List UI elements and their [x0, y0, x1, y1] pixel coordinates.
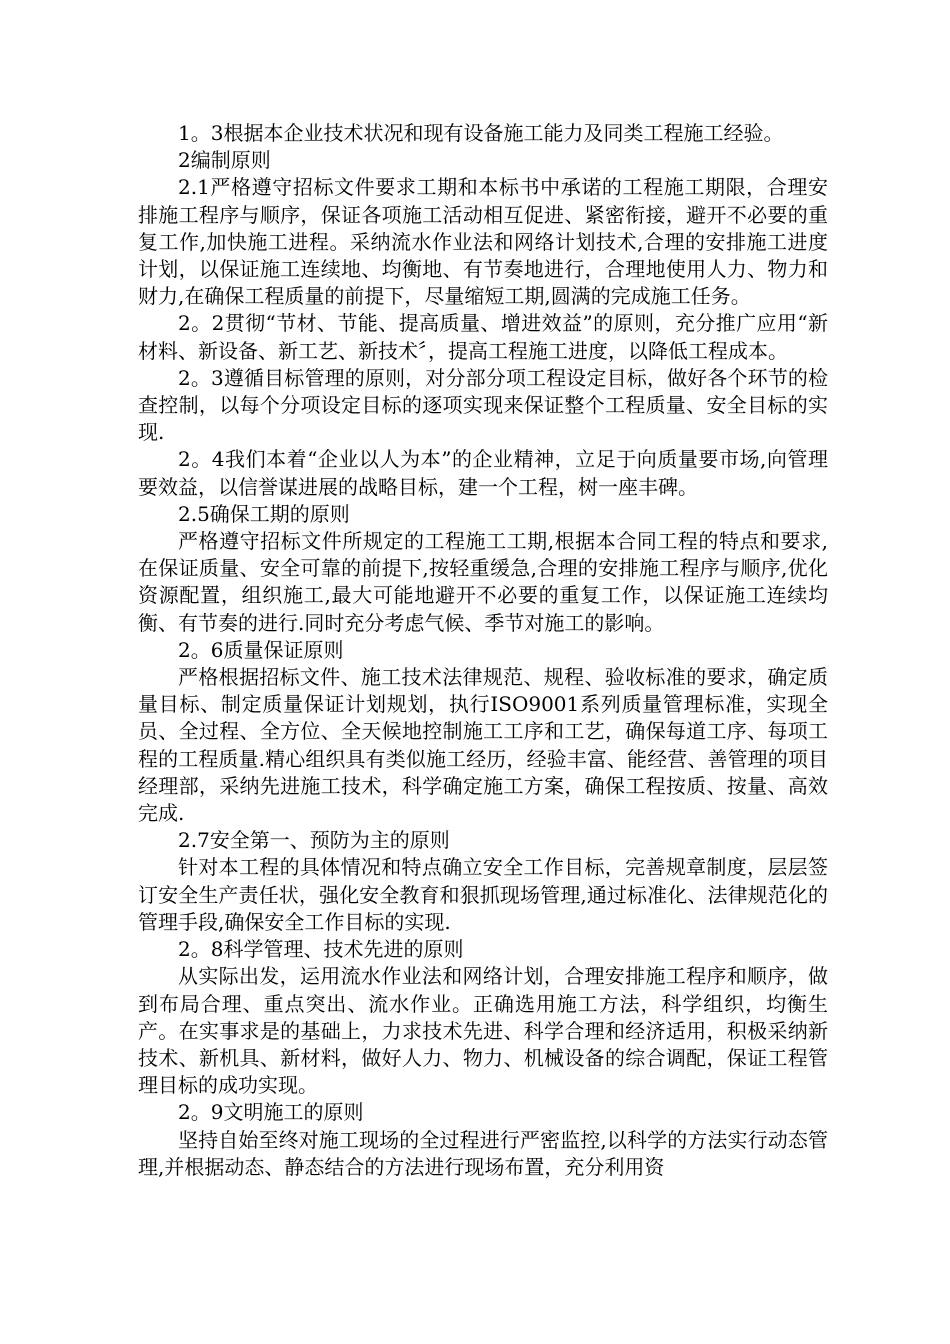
section-heading: 2。8科学管理、技术先进的原则	[178, 937, 464, 962]
paragraph: 严格遵守招标文件所规定的工程施工工期,根据本合同工程的特点和要求,在保证质量、安全可靠的前提下,按轻重缓急,合理的安排施工程序与顺序,优化资源配置，组织施工,最大可能地避开不必要的重复工作，以保证施工连续均衡、有节奏的进行.同时充分考虑气候、季节对施工的影响。	[138, 529, 828, 635]
section-heading: 2.5确保工期的原则	[178, 501, 350, 526]
paragraph: 2。2贯彻“节材、节能、提高质量、增进效益”的原则，充分推广应用“新材料、新设备、新工艺、新技术〞，提高工程施工进度，以降低工程成本。	[138, 311, 828, 363]
section-heading: 2.7安全第一、预防为主的原则	[178, 828, 450, 853]
paragraph: 1。3根据本企业技术状况和现有设备施工能力及同类工程施工经验。	[178, 121, 784, 145]
document-page	[138, 120, 828, 1181]
paragraph: 从实际出发，运用流水作业法和网络计划，合理安排施工程序和顺序，做到布局合理、重点突出、流水作业。正确选用施工方法，科学组织，均衡生产。在实事求是的基础上，力求技术先进、科学合理和经济适用，积极采纳新技术、新机具、新材料，做好人力、物力、机械设备的综合调配，保证工程管理目标的成功实现。	[138, 964, 828, 1098]
paragraph: 针对本工程的具体情况和特点确立安全工作目标，完善规章制度，层层签订安全生产责任状，强化安全教育和狠抓现场管理,通过标准化、法律规范化的管理手段,确保安全工作目标的实现.	[138, 855, 828, 934]
section-heading: 2编制原则	[178, 148, 271, 173]
paragraph: 坚持自始至终对施工现场的全过程进行严密监控,以科学的方法实行动态管理,并根据动态、静态结合的方法进行现场布置，充分利用资	[138, 1127, 828, 1179]
paragraph: 2.1严格遵守招标文件要求工期和本标书中承诺的工程施工期限，合理安排施工程序与顺序，保证各项施工活动相互促进、紧密衔接，避开不必要的重复工作,加快施工进程。采纳流水作业法和网络计划技术,合理的安排施工进度计划，以保证施工连续地、均衡地、有节奏地进行，合理地使用人力、物力和财力,在确保工程质量的前提下，尽量缩短工期,圆满的完成施工任务。	[138, 175, 828, 309]
paragraph: 严格根据招标文件、施工技术法律规范、规程、验收标准的要求，确定质量目标、制定质量保证计划规划，执行ISO9001系列质量管理标准，实现全员、全过程、全方位、全天候地控制施工工序和工艺，确保每道工序、每项工程的工程质量.精心组织具有类似施工经历，经验丰富、能经营、善管理的项目经理部，采纳先进施工技术，科学确定施工方案，确保工程按质、按量、高效完成.	[138, 665, 828, 826]
section-heading: 2。6质量保证原则	[178, 637, 344, 662]
paragraph: 2。4我们本着“企业以人为本”的企业精神，立足于向质量要市场,向管理要效益，以信誉谋进展的战略目标，建一个工程，树一座丰碑。	[138, 447, 828, 499]
paragraph: 2。3遵循目标管理的原则，对分部分项工程设定目标，做好各个环节的检查控制，以每个分项设定目标的逐项实现来保证整个工程质量、安全目标的实现.	[138, 365, 828, 445]
section-heading: 2。9文明施工的原则	[178, 1100, 364, 1125]
